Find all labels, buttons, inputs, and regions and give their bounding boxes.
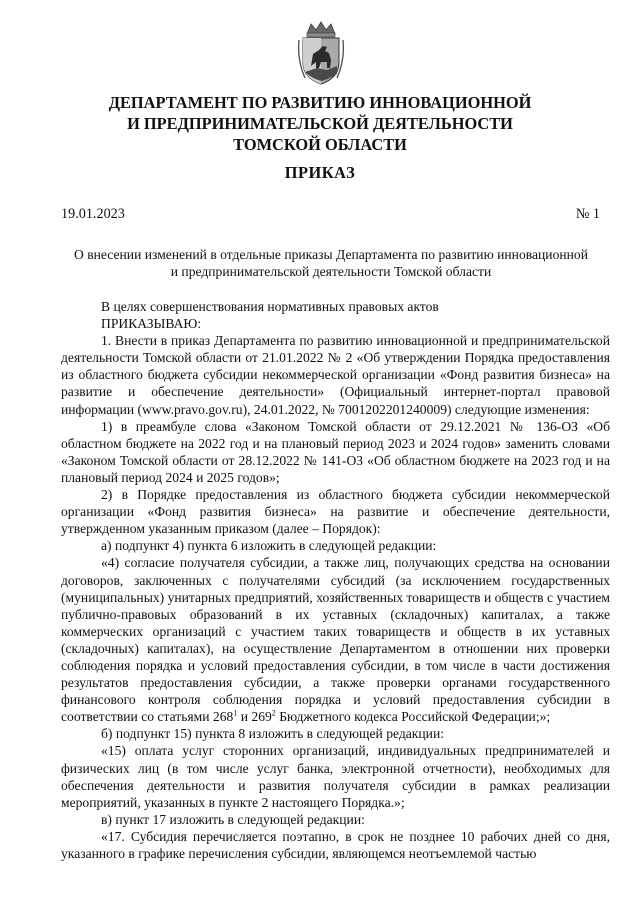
order-keyword: ПРИКАЗЫВАЮ: [101,316,202,332]
superscript: 2 [271,708,276,718]
body-paragraph: 1) в преамбуле слова «Законом Томской области от 29.12.2021 № 136-ОЗ «Об областном бюджете на 2022 год и на плановый период 2023 и 2024 годов» заменить словами «Законом Томской области от 28.12.2022 № 141-ОЗ «Об областном бюджете на 2023 год и на плановый период 2024 и 2025 годов»; [61,418,610,485]
coat-of-arms-emblem [297,20,345,86]
document-body [61,298,610,862]
body-paragraph: в) пункт 17 изложить в следующей редакции: [101,811,365,827]
subject-line: и предпринимательской деятельности Томской области [170,264,492,279]
paragraph-text: и 269 [237,709,272,725]
paragraph-text: Бюджетного кодекса Российской Федерации;»; [275,709,551,725]
header-line: ТОМСКОЙ ОБЛАСТИ [233,135,407,154]
body-paragraph: а) подпункт 4) пункта 6 изложить в следующей редакции: [101,538,437,554]
paragraph-text: «4) согласие получателя субсидии, а также лиц, получающих средства на основании договоров, заключенных с получателями субсидий (за исключением государственных (муниципальных) унитарных предприятий, хозяйственных товариществ и обществ с участием публично-правовых образований в их уставных (складочных) капиталах, а также коммерческих организаций с участием таких товариществ и обществ в их уставных (складочных) капиталах), на осуществление Департаментом в отношении них проверки соблюдения порядка и условий предоставления субсидии, в том числе в части достижения результатов предоставления субсидии, а также проверки органами государственного финансового контроля соблюдения порядка и условий предоставления субсидии в соответствии со статьями 268 [61,555,610,725]
body-paragraph: «15) оплата услуг сторонних организаций, индивидуальных предпринимателей и физических лиц (в том числе услуг банка, электронной отчетности), необходимых для обеспечения деятельности и развития получателя субсидии в рамках реализации мероприятий, указанных в пункте 2 настоящего Порядка.»; [61,743,610,810]
superscript: 1 [233,708,238,718]
preamble-paragraph: В целях совершенствования нормативных правовых актов [101,299,439,314]
body-paragraph [61,554,610,725]
document-subject [50,246,612,280]
body-paragraph: б) подпункт 15) пункта 8 изложить в следующей редакции: [101,726,445,742]
department-header [0,92,640,155]
body-paragraph: 1. Внести в приказ Департамента по развитию инновационной и предпринимательской деятельности Томской области от 21.01.2022 № 2 «Об утверждении Порядка предоставления из областного бюджета субсидии некоммерческой организации «Фонд развития бизнеса» на развитие и обеспечение деятельности» (Официальный интернет-портал правовой информации (www.pravo.gov.ru), 24.01.2022, № 7001202201240009) следующие изменения: [61,333,610,417]
header-line: ДЕПАРТАМЕНТ ПО РАЗВИТИЮ ИННОВАЦИОННОЙ [108,93,532,112]
body-paragraph: «17. Субсидия перечисляется поэтапно, в срок не позднее 10 рабочих дней со дня, указанного в графике перечисления субсидии, являющемся неотъемлемой частью [61,828,610,861]
document-number: № 1 [575,206,600,222]
subject-line: О внесении изменений в отдельные приказы Департамента по развитию инновационной [74,247,588,262]
body-paragraph: 2) в Порядке предоставления из областного бюджета субсидии некоммерческой организации «Фонд развития бизнеса» на развитие и обеспечение деятельности, утвержденном указанным приказом (далее – Порядок): [61,487,610,537]
document-type-title: ПРИКАЗ [284,163,356,182]
header-line: И ПРЕДПРИНИМАТЕЛЬСКОЙ ДЕЯТЕЛЬНОСТИ [127,114,513,133]
document-date: 19.01.2023 [61,206,125,222]
